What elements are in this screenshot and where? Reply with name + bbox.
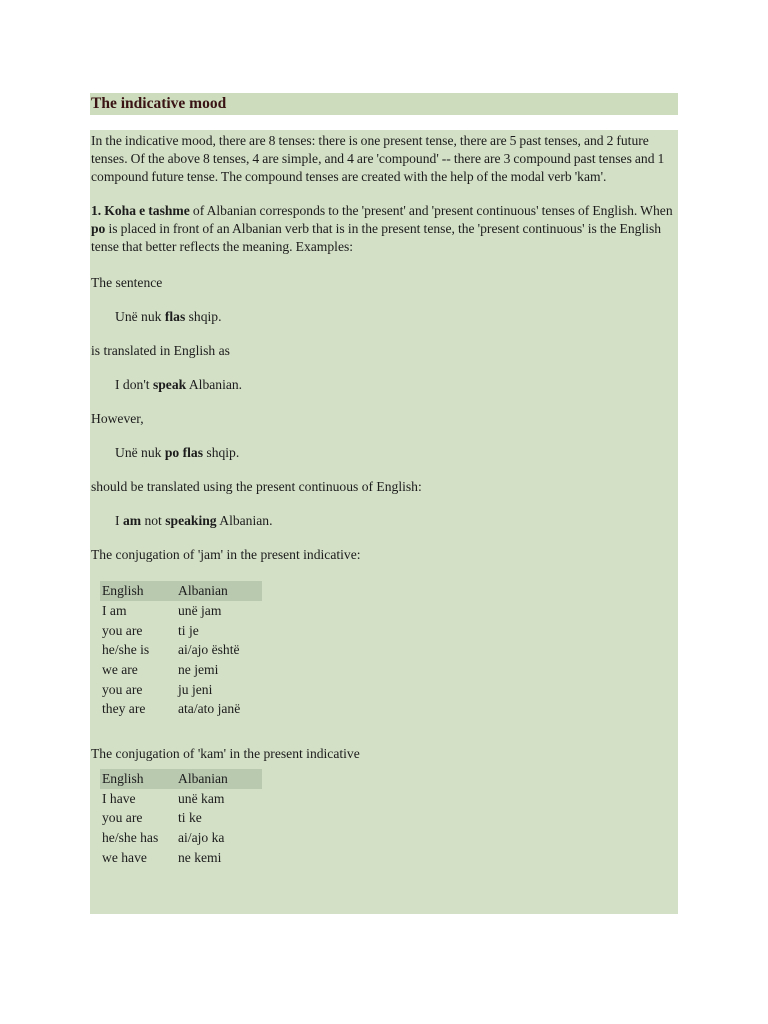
ex1-pre: Unë nuk [115,308,165,324]
table-cell: ti ke [178,810,202,826]
ex3-bold: po flas [164,445,203,461]
para1-text-b: is placed in front of an Albanian verb that is in the present tense, the 'present continuous' is the English tense that better reflects the meaning. Examples: [91,221,662,255]
table-cell: ai/ajo është [178,642,240,658]
table-header-row [100,769,262,789]
table-cell: we have [102,849,147,865]
ex1-bold: flas [164,308,186,324]
ex4-mid: not [141,513,166,529]
translated-as: is translated in English as [91,342,230,358]
table-cell: you are [102,622,143,638]
ex4-post: Albanian. [216,513,273,529]
table-cell: you are [102,681,143,697]
table-cell: I am [102,603,127,619]
table-cell: ti je [178,622,199,638]
table-row [100,660,262,680]
table-cell: he/she has [102,830,159,845]
title-bar [90,93,678,115]
table-cell: ne kemi [178,849,222,865]
ex1-post: shqip. [185,308,222,324]
table-row [100,699,262,719]
ex4-bold1: am [122,513,142,529]
table-row [100,621,262,641]
ex2-post: Albanian. [186,376,243,392]
table-row [100,828,262,848]
table-cell: ai/ajo ka [178,830,225,845]
example-1 [91,308,678,326]
ex2-pre: I don't [115,376,153,392]
intro-paragraph: In the indicative mood, there are 8 tenses: there is one present tense, there are 5 past tenses, and 2 future tenses. Of the above 8 tenses, 4 are simple, and 4 are 'compound' -- there are 3 compound past tenses and 1 compound future tense. The compound tenses are created with the help of the modal verb 'kam'. [91,133,665,185]
table-cell: ne jemi [178,661,219,677]
table-header-row [100,581,262,601]
po-term: po [91,221,106,237]
table-cell: I have [102,790,136,806]
ex2-bold: speak [152,376,187,392]
should-translate: should be translated using the present continuous of English: [91,479,422,495]
page-title: The indicative mood [91,95,227,112]
kam-table [100,769,262,867]
jam-heading: The conjugation of 'jam' in the present indicative: [91,547,361,563]
table-row [100,601,262,621]
table-cell: unë jam [178,603,222,619]
table-cell: you are [102,810,143,826]
para1-text-a: of Albanian corresponds to the 'present' and 'present continuous' tenses of English. When [189,203,673,219]
example-2 [91,376,678,394]
ex3-post: shqip. [203,445,240,461]
however: However, [91,410,144,426]
present-tense-paragraph [91,202,678,256]
table-cell: unë kam [178,790,225,806]
table-row [100,848,262,868]
table-cell: ata/ato janë [178,701,241,717]
tense-term: 1. Koha e tashme [91,203,190,219]
example-3 [91,444,678,462]
table-cell: we are [102,661,138,677]
jam-table [100,581,262,719]
content-panel [90,130,678,914]
column-header: Albanian [176,769,262,789]
kam-heading: The conjugation of 'kam' in the present indicative [91,745,360,761]
table-row [100,809,262,829]
table-row [100,641,262,661]
table-cell: he/she is [102,642,150,658]
ex4-bold2: speaking [165,513,217,529]
sentence-intro: The sentence [91,274,163,290]
ex3-pre: Unë nuk [115,445,165,461]
example-4 [91,512,678,530]
column-header: English [100,769,176,789]
table-row [100,789,262,809]
ex4-pre: I [115,513,123,529]
column-header: English [100,581,176,601]
table-row [100,680,262,700]
table-cell: ju jeni [178,681,213,697]
table-cell: they are [102,701,146,717]
column-header: Albanian [176,581,262,601]
